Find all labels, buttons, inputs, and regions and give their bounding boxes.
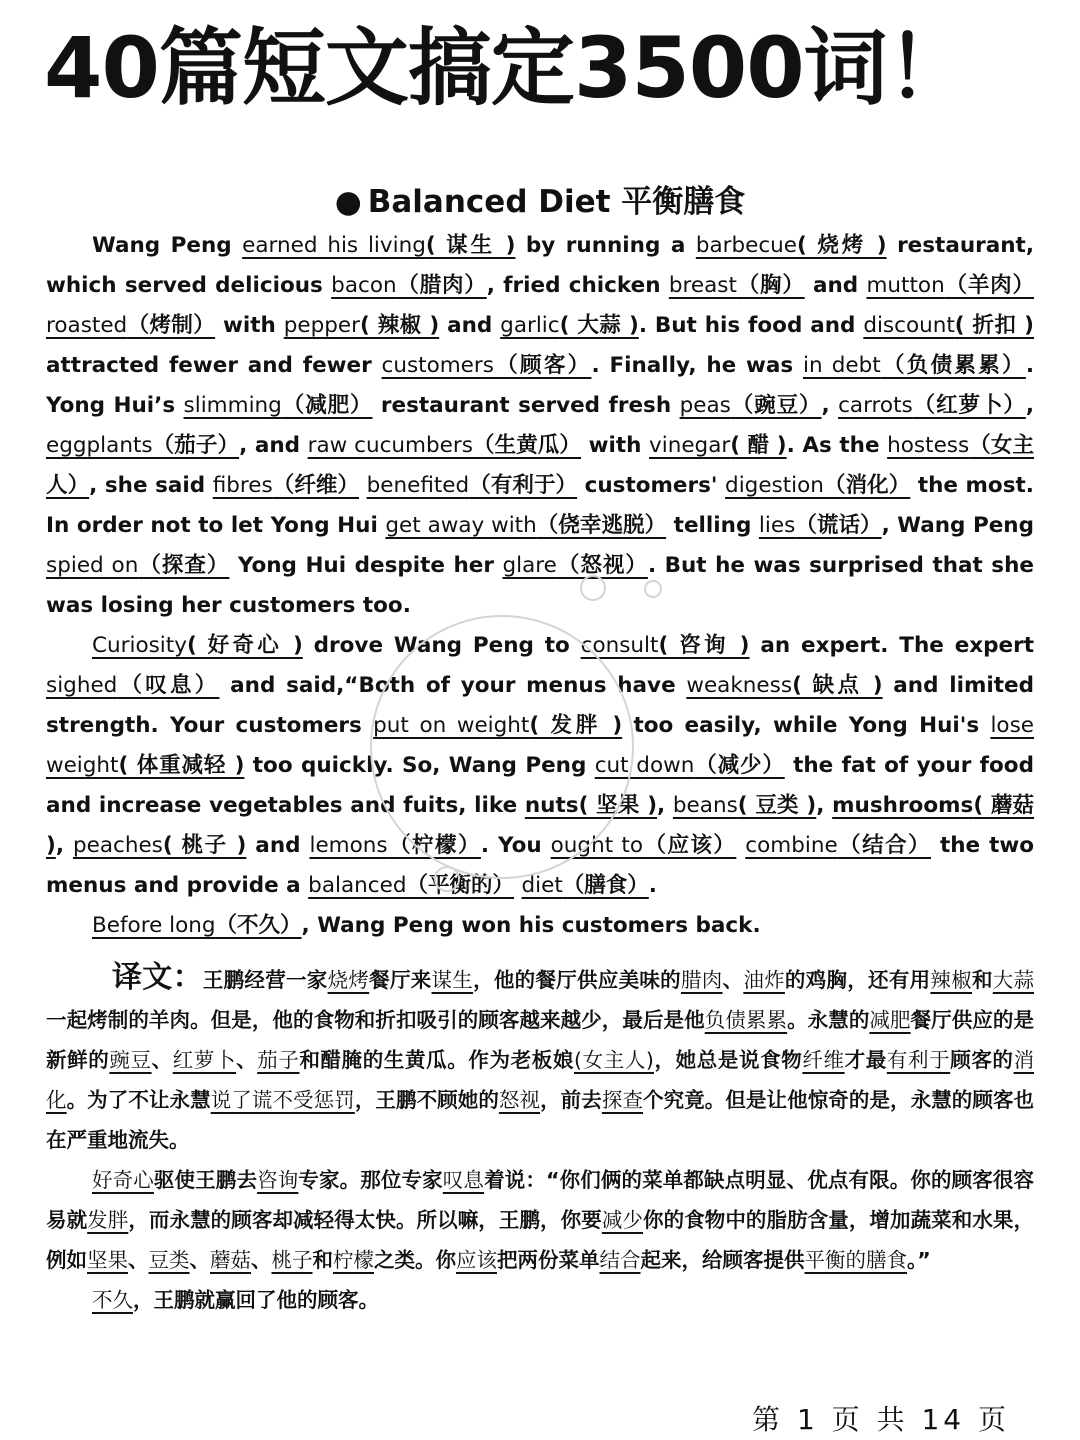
- vocab-meaning: （烤制）: [127, 313, 216, 338]
- vocab-meaning: （茄子）: [152, 433, 240, 458]
- vocab-word: 说了谎不受惩罚: [210, 1088, 355, 1112]
- text-run: 、: [251, 1248, 272, 1272]
- vocab-meaning: ( 折扣 ): [954, 313, 1034, 338]
- vocab-word: roasted: [46, 313, 128, 338]
- text-run: telling: [666, 513, 759, 538]
- vocab-word: 烧烤: [327, 968, 370, 992]
- vocab-meaning: ( 发胖 ): [529, 713, 623, 738]
- text-run: 一起烤制的羊肉。但是，他的食物和折扣吸引的顾客越来越少，最后是他: [46, 1008, 705, 1032]
- vocab-meaning: （腊肉）: [396, 273, 487, 298]
- text-run: 王鹏经营一家: [202, 968, 328, 992]
- text-run: 起来，给顾客提供: [640, 1248, 805, 1272]
- translation-paragraph-1: [46, 958, 1034, 1160]
- vocab-meaning: （叹息）: [117, 673, 220, 698]
- vocab-word: put on weight: [373, 713, 530, 738]
- vocab-meaning: ( 醋 ): [730, 433, 787, 458]
- text-run: , she said: [89, 473, 213, 498]
- text-run: [359, 473, 367, 498]
- watermark-circle: [370, 615, 634, 879]
- vocab-word: weakness: [686, 673, 793, 698]
- vocab-word: combine: [745, 833, 838, 858]
- vocab-word: Before long: [92, 913, 216, 938]
- paragraph-1: [46, 226, 1034, 626]
- text-run: with: [581, 433, 649, 458]
- vocab-meaning: ( 桃子 ): [162, 833, 247, 858]
- vocab-meaning: ( 蘑菇 ): [46, 793, 1035, 858]
- vocab-meaning: ( 豆类 ): [737, 793, 817, 818]
- text-run: ,: [821, 393, 839, 418]
- vocab-meaning: （探查）: [138, 553, 230, 578]
- vocab-word: 腊肉: [680, 968, 723, 992]
- vocab-meaning: （减肥）: [281, 393, 373, 418]
- vocab-meaning: ( 缺点 ): [792, 673, 883, 698]
- page-number: 第 1 页 共 14 页: [752, 1403, 1010, 1436]
- text-run: [736, 833, 745, 858]
- text-run: attracted fewer and fewer: [46, 353, 382, 378]
- vocab-word: 发胖: [87, 1208, 129, 1232]
- vocab-word: 不久: [92, 1288, 133, 1312]
- vocab-meaning: ( 坚果 ): [578, 793, 658, 818]
- vocab-word: nuts: [524, 793, 579, 818]
- vocab-word: 谋生: [431, 968, 474, 992]
- translation-label: 译文：: [112, 960, 203, 995]
- text-run: ,: [657, 793, 673, 818]
- vocab-word: peaches: [72, 833, 163, 858]
- vocab-meaning: （不久）: [215, 913, 302, 938]
- vocab-word: raw cucumbers: [307, 433, 473, 458]
- text-run: ，而永慧的顾客却减轻得太快。所以嘛，王鹏，你要: [128, 1208, 602, 1232]
- vocab-meaning: （应该）: [643, 833, 737, 858]
- vocab-word: breast: [668, 273, 737, 298]
- vocab-meaning: ( 烧烤 ): [797, 233, 887, 258]
- vocab-word: hostess: [887, 433, 970, 458]
- text-run: and: [439, 313, 501, 338]
- text-run: 才最: [844, 1048, 887, 1072]
- watermark-dot: [434, 866, 460, 892]
- watermark-dot: [644, 580, 662, 598]
- vocab-meaning: ( 大蒜 ): [559, 313, 639, 338]
- vocab-word: get away with: [385, 513, 537, 538]
- vocab-word: 叹息: [442, 1168, 485, 1192]
- vocab-meaning: （胸）: [736, 273, 805, 298]
- text-run: 和: [971, 968, 993, 992]
- vocab-word: mutton: [866, 273, 945, 298]
- vocab-word: benefited: [366, 473, 470, 498]
- text-run: ，前去: [540, 1088, 602, 1112]
- vocab-word: balanced: [308, 873, 407, 898]
- vocab-word: spied on: [46, 553, 139, 578]
- vocab-meaning: （女主人）: [46, 433, 1034, 498]
- text-run: an expert. The expert: [749, 633, 1035, 658]
- text-run: . You: [480, 833, 551, 858]
- text-run: 个究竟。但是让他惊奇的是，永慧的顾客也在严重地流失。: [46, 1088, 1035, 1152]
- vocab-meaning: （谎话）: [795, 513, 882, 538]
- text-run: ，她总是说食物: [653, 1048, 803, 1072]
- vocab-word: peas: [679, 393, 731, 418]
- vocab-word: 有利于: [886, 1048, 951, 1072]
- text-run: , Wang Peng won his customers back.: [301, 913, 761, 938]
- vocab-word: 豌豆: [109, 1048, 152, 1072]
- text-run: . But he was surprised that she was losing her customers too.: [46, 553, 1034, 618]
- bullet-icon: ●: [334, 184, 362, 220]
- text-run: with: [215, 313, 284, 338]
- vocab-word: 红萝卜: [172, 1048, 237, 1072]
- vocab-word: 纤维: [802, 1048, 845, 1072]
- vocab-word: 柠檬: [333, 1248, 374, 1272]
- text-run: 、: [189, 1248, 210, 1272]
- vocab-word: mushrooms: [832, 793, 974, 818]
- text-run: and: [804, 273, 867, 298]
- text-run: too easily, while Yong Hui's: [622, 713, 991, 738]
- chinese-translation: [46, 958, 1034, 1320]
- vocab-word: in debt: [803, 353, 881, 378]
- text-run: drove Wang Peng to: [302, 633, 581, 658]
- vocab-word: 蘑菇: [210, 1248, 251, 1272]
- text-run: 。永慧的: [787, 1008, 870, 1032]
- text-run: 。为了不让永慧: [66, 1088, 211, 1112]
- text-run: , fried chicken: [486, 273, 669, 298]
- text-run: by running a: [515, 233, 696, 258]
- vocab-word: slimming: [183, 393, 282, 418]
- vocab-meaning: ( 好奇心 ): [186, 633, 303, 658]
- vocab-meaning: （结合）: [837, 833, 932, 858]
- text-run: and: [246, 833, 310, 858]
- text-run: ,: [816, 793, 833, 818]
- text-run: the most. In order not to let Yong Hui: [46, 473, 1034, 538]
- text-run: ，王鹏不顾她的: [354, 1088, 499, 1112]
- translation-text-1: [46, 968, 1034, 1152]
- vocab-word: 咨询: [257, 1168, 299, 1192]
- text-run: customers': [577, 473, 726, 498]
- vocab-word: 油炸: [743, 968, 785, 992]
- text-run: 和醋腌的生黄瓜。作为老板娘: [299, 1048, 574, 1072]
- vocab-meaning: ( 咨询 ): [658, 633, 750, 658]
- vocab-word: vinegar: [649, 433, 731, 458]
- vocab-word: garlic: [500, 313, 560, 338]
- vocab-word: 大蒜: [992, 968, 1035, 992]
- text-run: 。”: [907, 1248, 931, 1272]
- translation-paragraph-3: [46, 1280, 1034, 1320]
- vocab-meaning: （怒视）: [556, 553, 648, 578]
- vocab-word: sighed: [46, 673, 118, 698]
- vocab-word: consult: [580, 633, 659, 658]
- text-run: 、: [722, 968, 744, 992]
- vocab-word: eggplants: [46, 433, 153, 458]
- vocab-word: digestion: [725, 473, 824, 498]
- text-run: , Wang Peng: [881, 513, 1034, 538]
- text-run: 、: [151, 1048, 173, 1072]
- text-run: too quickly. So, Wang Peng: [244, 753, 595, 778]
- vocab-meaning: （顾客）: [493, 353, 592, 378]
- vocab-word: 减少: [601, 1208, 643, 1232]
- vocab-word: ought to: [550, 833, 644, 858]
- text-run: . Yong Hui’s: [46, 353, 1035, 418]
- text-run: 和: [312, 1248, 333, 1272]
- article-subtitle: [0, 176, 1080, 221]
- vocab-word: 怒视: [498, 1088, 541, 1112]
- vocab-word: 结合: [599, 1248, 641, 1272]
- vocab-meaning: ( 谋生 ): [425, 233, 516, 258]
- vocab-word: lose weight: [46, 713, 1034, 778]
- vocab-meaning: （红萝卜）: [912, 393, 1026, 418]
- subtitle-text: Balanced Diet 平衡膳食: [367, 184, 746, 220]
- vocab-word: 负债累累: [704, 1008, 788, 1032]
- text-run: 餐厅来: [369, 968, 432, 992]
- text-run: 顾客的: [950, 1048, 1014, 1072]
- vocab-word: 探查: [601, 1088, 644, 1112]
- text-run: 餐厅供应的是新鲜的: [46, 1008, 1035, 1072]
- vocab-word: fibres: [212, 473, 273, 498]
- vocab-meaning: （豌豆）: [730, 393, 822, 418]
- text-run: ，王鹏就赢回了他的顾客。: [133, 1288, 379, 1312]
- vocab-word: lemons: [309, 833, 388, 858]
- text-run: . But his food and: [638, 313, 864, 338]
- vocab-meaning: （消化）: [823, 473, 911, 498]
- text-run: 的鸡胸，还有用: [784, 968, 931, 992]
- vocab-meaning: （侥幸逃脱）: [536, 513, 667, 538]
- vocab-word: 辣椒: [930, 968, 972, 992]
- vocab-word: 平衡的膳食: [804, 1248, 907, 1272]
- vocab-word: diet: [521, 873, 563, 898]
- vocab-meaning: （负债累累）: [880, 353, 1026, 378]
- vocab-word: 坚果: [87, 1248, 128, 1272]
- vocab-word: 好奇心: [92, 1168, 154, 1192]
- text-run: 你的食物中的脂肪含量，增加蔬菜和水果，例如: [46, 1208, 1035, 1272]
- vocab-word: beans: [672, 793, 738, 818]
- text-run: 之类。你: [374, 1248, 456, 1272]
- vocab-meaning: （膳食）: [562, 873, 649, 898]
- text-run: 、: [236, 1048, 258, 1072]
- vocab-word: customers: [381, 353, 494, 378]
- text-run: restaurant, which served delicious: [46, 233, 1034, 298]
- vocab-meaning: （生黄瓜）: [472, 433, 582, 458]
- vocab-word: carrots: [838, 393, 913, 418]
- vocab-word: pepper: [283, 313, 360, 338]
- vocab-word: 豆类: [148, 1248, 190, 1272]
- vocab-meaning: （平衡的）: [406, 873, 514, 898]
- vocab-word: earned his living: [242, 233, 426, 258]
- text-run: 专家。那位专家: [298, 1168, 443, 1192]
- text-run: 把两份菜单: [497, 1248, 600, 1272]
- vocab-word: 应该: [456, 1248, 497, 1272]
- vocab-word: bacon: [331, 273, 397, 298]
- vocab-word: cut down: [594, 753, 695, 778]
- text-run: . As the: [786, 433, 888, 458]
- vocab-word: 茄子: [257, 1048, 300, 1072]
- vocab-meaning: （有利于）: [469, 473, 578, 498]
- text-run: ，他的餐厅供应美味的: [473, 968, 681, 992]
- vocab-word: 消化: [46, 1048, 1035, 1112]
- text-run: Yong Hui despite her: [229, 553, 503, 578]
- vocab-meaning: ( 辣椒 ): [360, 313, 440, 338]
- vocab-word: (女主人): [573, 1048, 654, 1072]
- translation-paragraph-2: [46, 1160, 1034, 1280]
- text-run: , and: [239, 433, 308, 458]
- vocab-meaning: ( 体重减轻 ): [118, 753, 245, 778]
- text-run: the two menus and provide a: [46, 833, 1034, 898]
- text-run: Wang Peng: [92, 233, 243, 258]
- text-run: 着说：“你们俩的菜单都缺点明显、优点有限。你的顾客很容易就: [46, 1168, 1035, 1232]
- text-run: and limited strength. Your customers: [46, 673, 1034, 738]
- vocab-meaning: （柠檬）: [387, 833, 481, 858]
- text-run: restaurant served fresh: [372, 393, 680, 418]
- text-run: ,: [55, 833, 73, 858]
- vocab-word: lies: [758, 513, 796, 538]
- text-run: 、: [128, 1248, 149, 1272]
- vocab-word: barbecue: [695, 233, 798, 258]
- vocab-meaning: （羊肉）: [944, 273, 1034, 298]
- text-run: .: [648, 873, 657, 898]
- watermark-dot: [580, 575, 606, 601]
- vocab-meaning: （纤维）: [272, 473, 360, 498]
- text-run: the fat of your food and increase vegetables and fuits, like: [46, 753, 1034, 818]
- paragraph-3: [46, 906, 1034, 946]
- text-run: . Finally, he was: [591, 353, 803, 378]
- text-run: 驱使王鹏去: [153, 1168, 258, 1192]
- page-title: 40篇短文搞定3500词！: [44, 19, 970, 117]
- vocab-word: 减肥: [869, 1008, 911, 1032]
- text-run: and said,“Both of your menus have: [219, 673, 687, 698]
- vocab-word: 桃子: [271, 1248, 313, 1272]
- vocab-meaning: （减少）: [694, 753, 785, 778]
- text-run: ,: [1025, 393, 1034, 418]
- vocab-word: discount: [863, 313, 955, 338]
- vocab-word: Curiosity: [92, 633, 187, 658]
- vocab-word: glare: [502, 553, 557, 578]
